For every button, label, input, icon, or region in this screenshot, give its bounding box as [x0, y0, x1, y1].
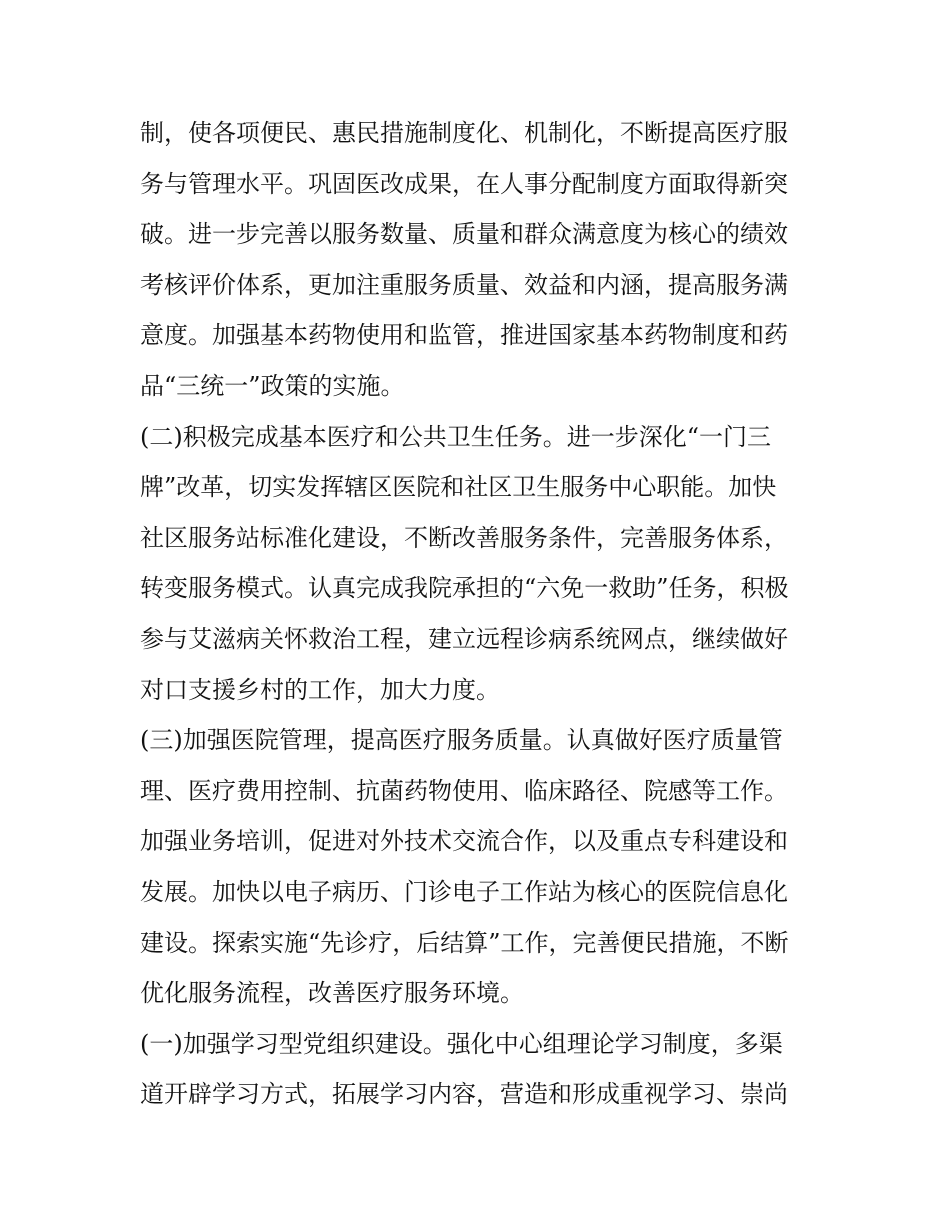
text-line: 务与管理水平。巩固医改成果，在人事分配制度方面取得新突 — [140, 169, 788, 198]
text-line: 优化服务流程，改善医疗服务环境。 — [140, 979, 524, 1008]
text-line: (二)积极完成基本医疗和公共卫生任务。进一步深化“一门三 — [140, 422, 771, 451]
text-line: (三)加强医院管理，提高医疗服务质量。认真做好医疗质量管 — [140, 726, 783, 755]
text-line: 理、医疗费用控制、抗菌药物使用、临床路径、院感等工作。 — [140, 776, 788, 805]
text-line: 品“三统一”政策的实施。 — [140, 371, 405, 400]
text-line: 道开辟学习方式，拓展学习内容，营造和形成重视学习、崇尚 — [140, 1080, 788, 1109]
text-line: 加强业务培训，促进对外技术交流合作，以及重点专科建设和 — [140, 827, 788, 856]
text-line: 社区服务站标准化建设，不断改善服务条件，完善服务体系， — [140, 523, 788, 552]
text-line: 牌”改革，切实发挥辖区医院和社区卫生服务中心职能。加快 — [140, 473, 777, 502]
text-line: 考核评价体系，更加注重服务质量、效益和内涵，提高服务满 — [140, 270, 788, 299]
text-line: 对口支援乡村的工作，加大力度。 — [140, 675, 500, 704]
document-body — [140, 108, 820, 1120]
text-line: 制，使各项便民、惠民措施制度化、机制化，不断提高医疗服 — [140, 119, 788, 147]
text-line: 转变服务模式。认真完成我院承担的“六免一救助”任务，积极 — [140, 574, 789, 603]
text-line: 建设。探索实施“先诊疗，后结算”工作，完善便民措施，不断 — [140, 928, 789, 957]
text-line: 发展。加快以电子病历、门诊电子工作站为核心的医院信息化 — [140, 877, 788, 906]
text-line: 参与艾滋病关怀救治工程，建立远程诊病系统网点，继续做好 — [140, 624, 788, 653]
text-line: 意度。加强基本药物使用和监管，推进国家基本药物制度和药 — [140, 321, 788, 350]
text-line: 破。进一步完善以服务数量、质量和群众满意度为核心的绩效 — [140, 220, 788, 249]
text-line: (一)加强学习型党组织建设。强化中心组理论学习制度，多渠 — [140, 1029, 783, 1058]
